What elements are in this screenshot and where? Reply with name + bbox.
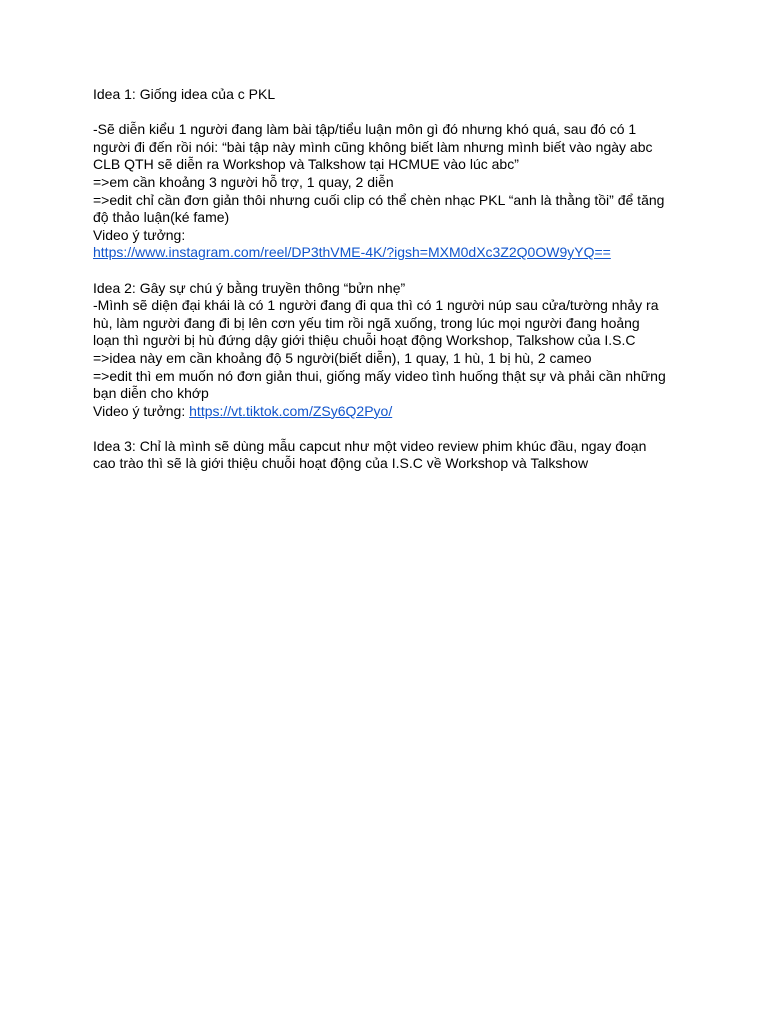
idea-3-section: [93, 438, 683, 473]
idea-1-section: [93, 86, 683, 262]
paragraph-gap: [93, 262, 683, 280]
idea-2-line-4: =>idea này em cần khoảng độ 5 người(biết diễn), 1 quay, 1 hù, 1 bị hù, 2 cameo: [93, 349, 592, 366]
idea-1-title: Idea 1: Giống idea của c PKL: [93, 86, 276, 102]
idea-1-video-link[interactable]: https://www.instagram.com/reel/DP3thVME-4K/?igsh=MXM0dXc3Z2Q0OW9yYQ==: [93, 244, 611, 261]
idea-1-line-6: độ thảo luận(ké fame): [93, 209, 230, 226]
idea-1-line-2: người đi đến rồi nói: “bài tập này mình cũng không biết làm nhưng mình biết vào ngày abc: [93, 138, 653, 155]
idea-2-line-5: =>edit thì em muốn nó đơn giản thui, giống mấy video tình huống thật sự và phải cần những: [93, 367, 666, 384]
idea-2-section: [93, 280, 683, 421]
idea-3-line-2: cao trào thì sẽ là giới thiệu chuỗi hoạt động của I.S.C về Workshop và Talkshow: [93, 455, 589, 472]
paragraph-gap: [93, 420, 683, 438]
idea-1-line-4: =>em cần khoảng 3 người hỗ trợ, 1 quay, 2 diễn: [93, 173, 394, 190]
idea-2-line-6: bạn diễn cho khớp: [93, 385, 209, 402]
idea-2-line-3: loạn thì người bị hù đứng dậy giới thiệu chuỗi hoạt động Workshop, Talkshow của I.S.C: [93, 332, 636, 349]
idea-2-title: Idea 2: Gây sự chú ý bằng truyền thông “bửn nhẹ”: [93, 279, 406, 296]
idea-1-video-link-line: [93, 244, 683, 262]
idea-2-video-label: Video ý tưởng:: [93, 402, 186, 419]
document-page: [93, 86, 683, 473]
idea-1-line-3: CLB QTH sẽ diễn ra Workshop và Talkshow tại HCMUE vào lúc abc”: [93, 156, 519, 173]
idea-2-video-link[interactable]: https://vt.tiktok.com/ZSy6Q2Pyo/: [189, 402, 393, 419]
idea-1-line-1: -Sẽ diễn kiểu 1 người đang làm bài tập/tiểu luận môn gì đó nhưng khó quá, sau đó có 1: [93, 121, 637, 138]
idea-2-line-1: -Mình sẽ diện đại khái là có 1 người đang đi qua thì có 1 người núp sau cửa/tường nhảy ra: [93, 297, 659, 314]
paragraph-gap: [93, 104, 683, 122]
idea-1-line-5: =>edit chỉ cần đơn giản thôi nhưng cuối clip có thể chèn nhạc PKL “anh là thằng tồi” để tăng: [93, 191, 665, 208]
idea-2-video-line: [93, 403, 683, 421]
idea-1-video-label: Video ý tưởng:: [93, 226, 186, 243]
idea-2-line-2: hù, làm người đang đi bị lên cơn yếu tim rồi ngã xuống, trong lúc mọi người đang hoảng: [93, 314, 640, 331]
idea-3-line-1: Idea 3: Chỉ là mình sẽ dùng mẫu capcut như một video review phim khúc đầu, ngay đoạn: [93, 437, 647, 454]
